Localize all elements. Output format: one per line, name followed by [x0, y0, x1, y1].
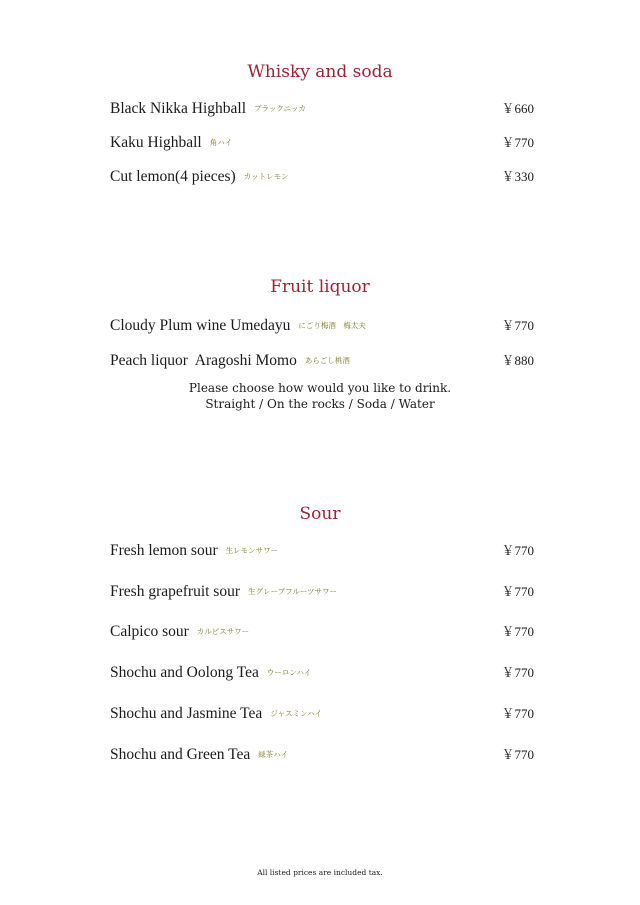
item-name-en: Calpico sour: [110, 623, 189, 640]
drink-style-note-line1: Please choose how would you like to drink.: [188, 381, 452, 395]
menu-item-cloudy-plum-wine: [110, 316, 534, 336]
item-name: [110, 663, 311, 683]
menu-item-cut-lemon: [110, 167, 534, 187]
menu-item-shochu-jasmine: [110, 704, 534, 724]
item-name: [110, 133, 232, 153]
item-name: [110, 167, 289, 187]
menu-item-fresh-grapefruit-sour: [110, 582, 534, 602]
item-name-en: Black Nikka Highball: [110, 100, 247, 117]
item-price: ￥770: [501, 318, 534, 333]
drink-style-note-line2: Straight / On the rocks / Soda / Water: [205, 397, 435, 411]
menu-item-calpico-sour: [110, 622, 534, 642]
item-name-en: Shochu and Green Tea: [110, 746, 251, 763]
item-name: [110, 704, 322, 724]
item-price: ￥330: [501, 169, 534, 184]
item-name-en: Cloudy Plum wine Umedayu: [110, 317, 291, 334]
item-name-en: Cut lemon(4 pieces): [110, 168, 236, 185]
item-name-jp: 緑茶ハイ: [258, 750, 289, 760]
item-name-en: Shochu and Jasmine Tea: [110, 705, 263, 722]
item-name-jp: ジャスミンハイ: [270, 709, 323, 719]
item-price: ￥770: [501, 665, 534, 680]
section-title-fruit-liquor: Fruit liquor: [270, 277, 370, 297]
item-name-jp: 角ハイ: [209, 138, 233, 148]
item-price: ￥880: [501, 353, 534, 368]
item-name-jp: 生レモンサワー: [225, 546, 279, 556]
item-name-en: Fresh grapefruit sour: [110, 583, 240, 600]
menu-item-fresh-lemon-sour: [110, 541, 534, 561]
item-name: [110, 541, 278, 561]
item-name: [110, 745, 288, 765]
item-name-jp: にごり梅酒 梅太夫: [298, 321, 366, 331]
menu-item-peach-liquor: [110, 351, 534, 371]
item-name: [110, 622, 249, 642]
section-title-sour: Sour: [299, 504, 341, 524]
item-name: [110, 351, 350, 371]
item-name-en: Peach liquor Aragoshi Momo: [110, 352, 297, 369]
item-price: ￥770: [501, 624, 534, 639]
item-price: ￥770: [501, 747, 534, 762]
menu-item-shochu-oolong: [110, 663, 534, 683]
item-name: [110, 582, 337, 602]
item-name-jp: あらごし桃酒: [304, 356, 350, 366]
menu-item-black-nikka-highball: [110, 99, 534, 119]
item-name-en: Kaku Highball: [110, 134, 202, 151]
item-name-jp: カルピスサワー: [196, 627, 250, 637]
item-price: ￥770: [501, 706, 534, 721]
section-title-whisky-and-soda: Whisky and soda: [247, 62, 393, 82]
item-name: [110, 99, 306, 119]
drink-style-note: [0, 380, 640, 412]
item-price: ￥770: [501, 543, 534, 558]
item-price: ￥770: [501, 135, 534, 150]
item-price: ￥660: [501, 101, 534, 116]
item-name-jp: 生グレープフルーツサワー: [248, 587, 338, 597]
item-name-jp: ウーロンハイ: [266, 668, 312, 678]
menu-item-shochu-green-tea: [110, 745, 534, 765]
tax-note: All listed prices are included tax.: [257, 868, 383, 877]
menu-item-kaku-highball: [110, 133, 534, 153]
item-name-jp: ブラックニッカ: [254, 104, 306, 114]
item-name: [110, 316, 366, 336]
item-name-en: Fresh lemon sour: [110, 542, 218, 559]
item-name-jp: カットレモン: [243, 172, 289, 182]
item-name-en: Shochu and Oolong Tea: [110, 664, 259, 681]
item-price: ￥770: [501, 584, 534, 599]
